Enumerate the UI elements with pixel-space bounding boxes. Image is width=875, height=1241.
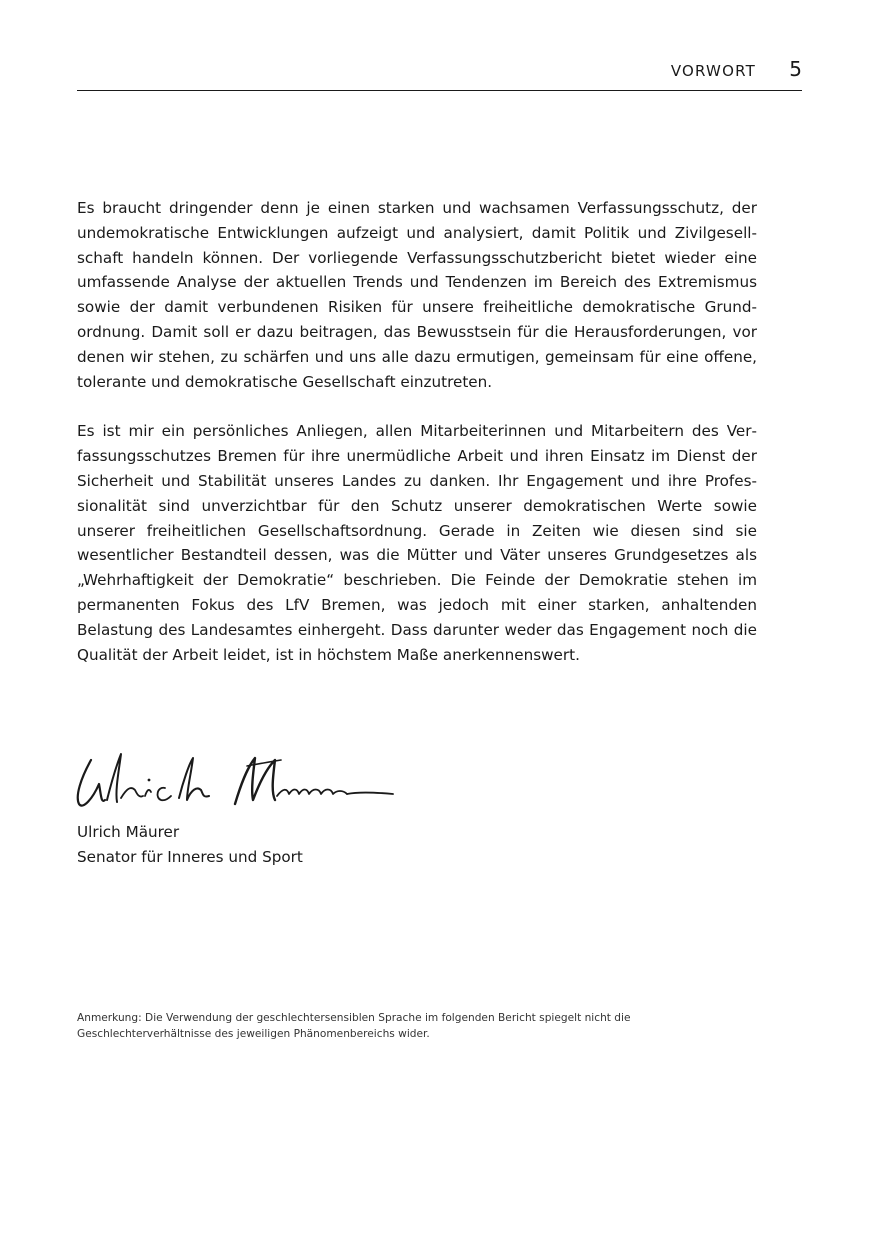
page-header (77, 56, 802, 91)
signer-block (77, 820, 303, 870)
footnote: Anmerkung: Die Verwendung der geschlechtersensiblen Sprache im folgenden Bericht spiegelt nicht die Geschlechterverhältnisse des jeweiligen Phänomenbereichs wider. (77, 1012, 631, 1040)
paragraph: Es braucht dringender denn je einen starken und wachsamen Verfassungsschutz, der undemokratische Entwicklungen aufzeigt und analysiert, damit Politik und Zivilgesellschaft handeln können. Der vorliegende Verfassungsschutzbericht bietet wieder eine umfassende Analyse der aktuellen Trends und Tendenzen im Bereich des Extremismus sowie der damit verbundenen Risiken für unsere freiheitliche demokratische Grundordnung. Damit soll er dazu beitragen, das Bewusstsein für die Herausforderungen, vor denen wir stehen, zu schärfen und uns alle dazu ermutigen, gemeinsam für eine offene, tolerante und demokratische Gesellschaft einzutreten. (77, 199, 757, 391)
signer-name: Ulrich Mäurer (77, 823, 180, 841)
handwritten-signature (71, 744, 401, 816)
paragraph: Es ist mir ein persönliches Anliegen, allen Mitarbeiterinnen und Mitarbeitern des Verfassungsschutzes Bremen für ihre unermüdliche Arbeit und ihren Einsatz im Dienst der Sicherheit und Stabilität unseres Landes zu danken. Ihr Engagement und ihre Professionalität sind unverzichtbar für den Schutz unserer demokratischen Werte sowie unserer freiheitlichen Gesellschaftsordnung. Gerade in Zeiten wie diesen sind sie wesentlicher Bestandteil dessen, was die Mütter und Väter unseres Grundgesetzes als „Wehrhaftigkeit der Demokratie“ beschrieben. Die Feinde der Demokratie stehen im permanenten Fokus des LfV Bremen, was jedoch mit einer starken, anhaltenden Belastung des Landesamtes einhergeht. Dass darunter weder das Engagement noch die Qualität der Arbeit leidet, ist in höchstem Maße anerkennenswert. (77, 422, 757, 664)
signature-graphic (71, 744, 401, 816)
signer-title: Senator für Inneres und Sport (77, 848, 303, 866)
page-number: 5 (789, 57, 802, 81)
section-title: VORWORT (670, 62, 756, 80)
foreword-body (77, 196, 757, 692)
